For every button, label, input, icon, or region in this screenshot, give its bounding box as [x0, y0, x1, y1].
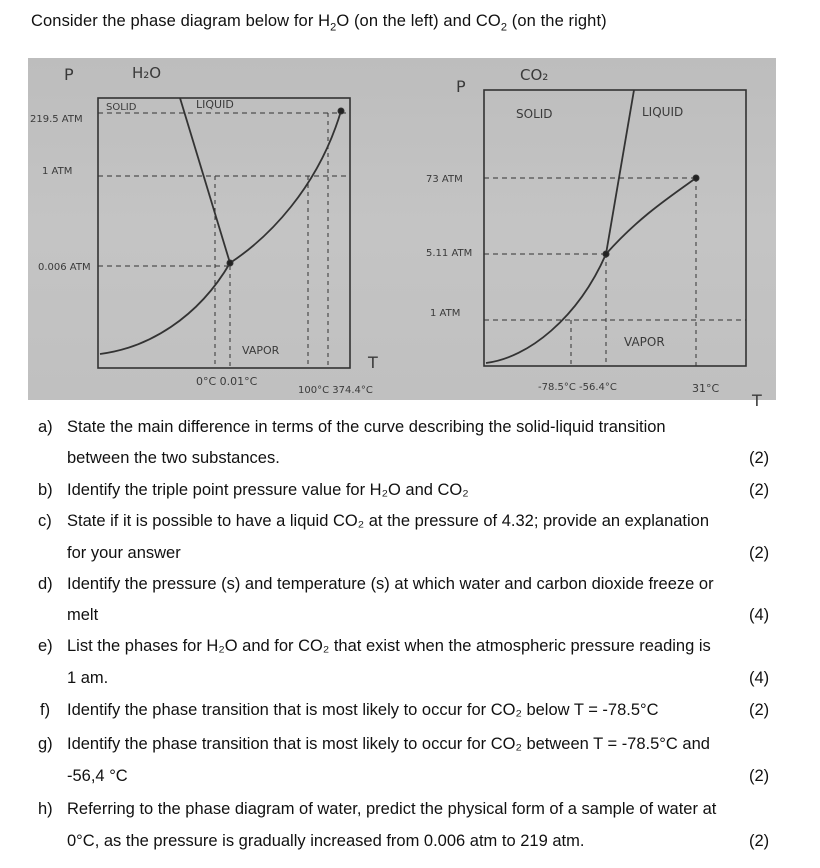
question-marks: (2) [749, 544, 770, 562]
h2o-solid-liquid-curve [180, 98, 230, 263]
h2o-solid-vapor-curve [100, 263, 230, 354]
co2-phase-diagram [484, 90, 746, 366]
co2-region-vapor: VAPOR [624, 335, 665, 349]
h2o-temp-0c: 0°C 0.01°C [196, 375, 258, 388]
co2-liquid-vapor-curve [606, 178, 696, 254]
co2-frame [484, 90, 746, 366]
question-line-2: 0°C, as the pressure is gradually increased from 0.006 atm to 219 atm. [67, 832, 585, 850]
intro-sub-2: 2 [500, 21, 508, 34]
question-line-2: 1 am. [67, 669, 109, 687]
h2o-title: H₂O [132, 64, 162, 82]
question-label: b) [38, 481, 53, 499]
question-line-1: Identify the pressure (s) and temperature (s) at which water and carbon dioxide freeze or [67, 575, 714, 593]
h2o-region-solid: SOLID [106, 102, 137, 113]
question-label: g) [38, 735, 53, 753]
question-marks: (2) [749, 701, 770, 719]
question-line-1: State if it is possible to have a liquid CO₂ at the pressure of 4.32; provide an explanation [67, 512, 710, 530]
co2-labels [426, 66, 762, 410]
intro-text [31, 12, 607, 33]
phase-diagrams-sketch [28, 58, 776, 410]
co2-pressure-73: 73 ATM [426, 174, 463, 185]
question-marks: (2) [749, 449, 770, 467]
phase-diagram-photo [28, 58, 776, 410]
question-marks: (4) [749, 606, 770, 624]
co2-t-label: T [752, 391, 762, 410]
co2-temp-31c: 31°C [692, 382, 720, 395]
h2o-critical-point [338, 108, 344, 114]
question-line-1: Identify the triple point pressure value for H₂O and CO₂ [67, 481, 469, 499]
intro-sub-1: 2 [330, 21, 337, 34]
h2o-region-liquid: LIQUID [196, 98, 234, 111]
question-line-1: Identify the phase transition that is most likely to occur for CO₂ between T = -78.5°C and [67, 735, 710, 753]
question-marks: (2) [749, 481, 770, 499]
h2o-temp-100c: 100°C 374.4°C [298, 385, 373, 396]
co2-pressure-1: 1 ATM [430, 308, 461, 319]
intro-mid: O (on the left) and CO [336, 12, 501, 30]
question-line-2: between the two substances. [67, 449, 280, 467]
h2o-pressure-1: 1 ATM [42, 166, 73, 177]
intro-pre: Consider the phase diagram below for H [31, 12, 331, 30]
question-line-1: Identify the phase transition that is most likely to occur for CO₂ below T = -78.5°C [67, 701, 659, 719]
question-line-1: List the phases for H₂O and for CO₂ that exist when the atmospheric pressure reading is [67, 637, 711, 655]
question-label: a) [38, 418, 53, 436]
co2-title: CO₂ [520, 66, 549, 84]
question-label: d) [38, 575, 53, 593]
co2-solid-vapor-curve [486, 254, 606, 363]
co2-region-liquid: LIQUID [642, 105, 684, 119]
question-line-2: -56,4 °C [67, 767, 128, 785]
h2o-region-vapor: VAPOR [242, 344, 280, 357]
h2o-pressure-219: 219.5 ATM [30, 114, 83, 125]
question-marks: (4) [749, 669, 770, 687]
h2o-phase-diagram [98, 98, 350, 368]
h2o-p-label: P [64, 65, 74, 84]
h2o-frame [98, 98, 350, 368]
question-line-1: Referring to the phase diagram of water, predict the physical form of a sample of water at [67, 800, 717, 818]
co2-triple-point [603, 251, 609, 257]
question-label: f) [40, 701, 51, 719]
question-line-2: for your answer [67, 544, 181, 562]
co2-critical-point [693, 175, 699, 181]
question-marks: (2) [749, 767, 770, 785]
question-label: h) [38, 800, 53, 818]
h2o-pressure-0006: 0.006 ATM [38, 262, 91, 273]
question-line-2: melt [67, 606, 99, 624]
question-line-1: State the main difference in terms of the curve describing the solid-liquid transition [67, 418, 666, 436]
h2o-triple-point [227, 260, 233, 266]
h2o-labels [30, 64, 378, 396]
question-marks: (2) [749, 832, 770, 850]
co2-p-label: P [456, 77, 466, 96]
question-label: e) [38, 637, 53, 655]
h2o-liquid-vapor-curve [230, 111, 341, 263]
question-label: c) [38, 512, 52, 530]
h2o-t-label: T [368, 353, 378, 372]
co2-temp-785c: -78.5°C -56.4°C [538, 382, 617, 393]
co2-region-solid: SOLID [516, 107, 553, 121]
intro-post: (on the right) [507, 12, 607, 30]
co2-pressure-511: 5.11 ATM [426, 248, 473, 259]
